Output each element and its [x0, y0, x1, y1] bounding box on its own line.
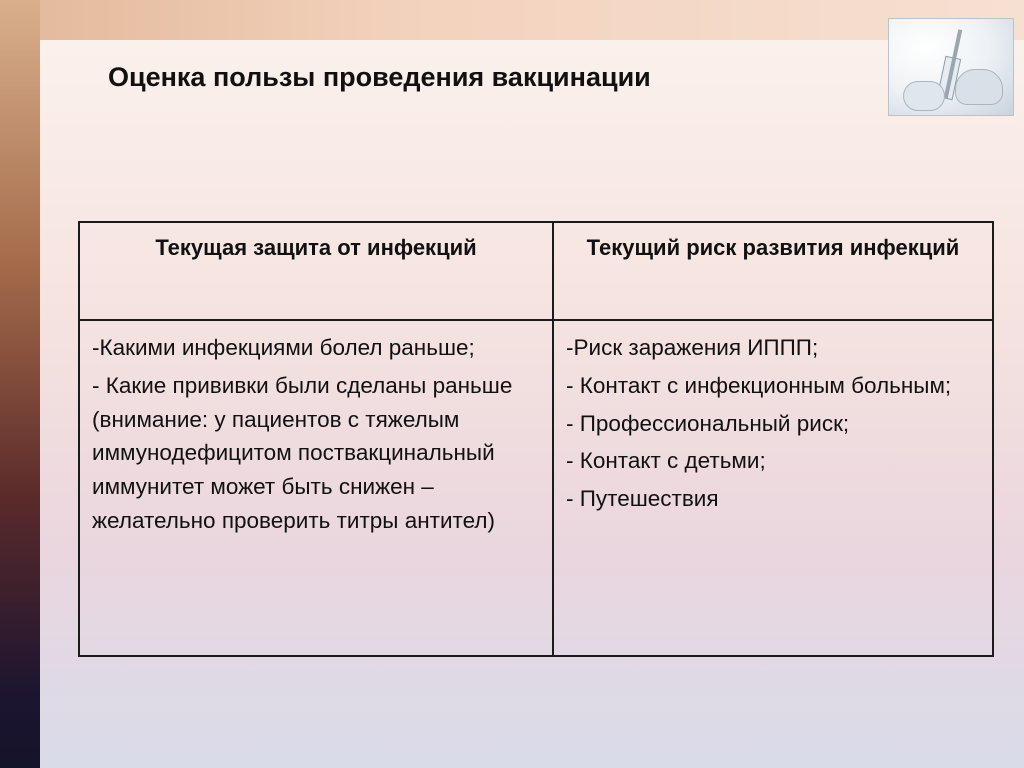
list-item: - Контакт с инфекционным больным;: [566, 372, 952, 398]
decorative-top-band: [0, 0, 1024, 40]
list-item: - Какие прививки были сделаны раньше (внимание: у пациентов с тяжелым иммунодефицитом поствакцинальный иммунитет может быть снижен – желательно проверить титры антител): [92, 372, 513, 533]
glove-hand-icon: [955, 69, 1003, 105]
slide-title: Оценка пользы проведения вакцинации: [108, 62, 651, 92]
cell-risk-items: [553, 320, 993, 656]
decorative-left-band: [0, 0, 40, 768]
list-item: - Профессиональный риск;: [566, 410, 850, 436]
list-item: - Путешествия: [566, 486, 719, 511]
header-current-risk: Текущий риск развития инфекций: [553, 222, 993, 320]
doctor-with-syringe-photo: [888, 18, 1014, 116]
comparison-table: [78, 221, 994, 657]
header-current-protection: Текущая защита от инфекций: [79, 222, 553, 320]
list-item: - Контакт с детьми;: [566, 448, 766, 474]
glove-hand-icon: [903, 81, 945, 111]
table-row: [79, 320, 993, 656]
cell-protection-items: [79, 320, 553, 656]
table-header-row: [79, 222, 993, 320]
list-item: -Риск заражения ИППП;: [566, 335, 819, 360]
list-item: -Какими инфекциями болел раньше;: [92, 335, 475, 360]
